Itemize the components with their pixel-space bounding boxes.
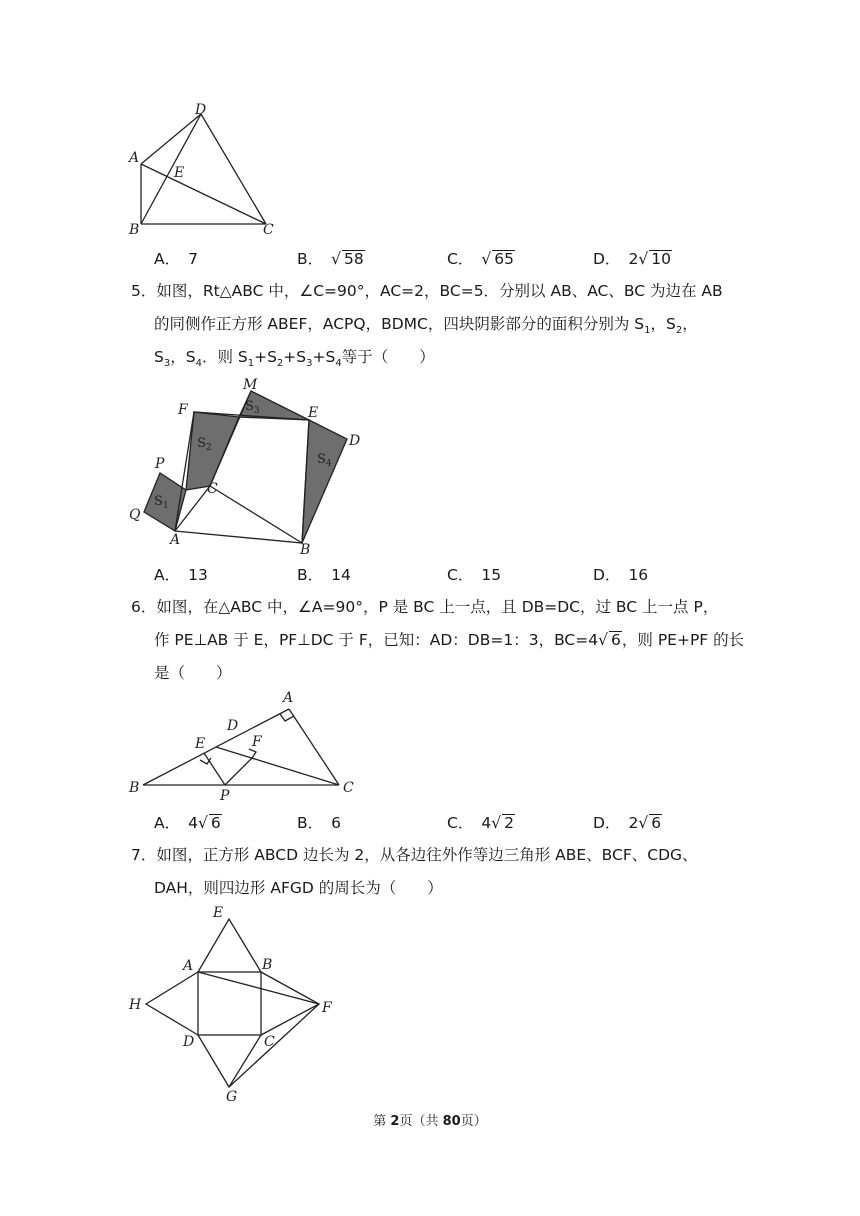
- radical-sign: √: [491, 814, 502, 832]
- option-key: D．: [593, 250, 621, 268]
- option-value: 65: [494, 250, 514, 268]
- q5-label-e: E: [308, 405, 319, 421]
- q6-label-a: A: [283, 690, 294, 706]
- option-coef: 2: [628, 250, 639, 268]
- q5-option-d[interactable]: [593, 563, 648, 585]
- q4-option-b[interactable]: [297, 247, 365, 269]
- q5-s3: S: [154, 348, 164, 366]
- q6-option-d[interactable]: [593, 811, 662, 833]
- option-coef: 4: [481, 814, 492, 832]
- option-key: C．: [447, 814, 474, 832]
- sub-4b: 4: [335, 358, 342, 370]
- q5-label-s4: $S_4$: [317, 452, 332, 469]
- q6-line2: [154, 630, 744, 650]
- q5-label-f: F: [178, 402, 188, 418]
- option-value: 2: [504, 814, 514, 832]
- sub-3b: 3: [306, 358, 313, 370]
- q6-label-c: C: [343, 780, 354, 796]
- q6-label-p: P: [220, 788, 230, 803]
- option-key: D．: [593, 814, 621, 832]
- q5-label-s2: $S_2$: [197, 436, 212, 453]
- sub-2b: 2: [276, 358, 284, 370]
- q5-label-q: Q: [129, 507, 141, 523]
- option-value: 6: [651, 814, 662, 832]
- footer-pre: 第: [373, 1114, 391, 1129]
- q6-figure: [125, 688, 365, 803]
- q4-label-a: A: [129, 150, 140, 166]
- option-value: 6: [210, 814, 221, 832]
- footer-mid: 页（共: [399, 1114, 443, 1129]
- q5-figure: [125, 372, 370, 557]
- option-value: 7: [188, 250, 198, 268]
- page-footer: [0, 1110, 860, 1129]
- q5-label-b: B: [300, 542, 311, 557]
- option-value: 6: [331, 814, 342, 832]
- footer-total-pages: 80: [442, 1114, 461, 1129]
- q6-label-f: F: [252, 734, 262, 750]
- q7-figure: [125, 905, 350, 1105]
- option-value: 10: [651, 250, 671, 268]
- sub-2: 2: [675, 325, 683, 337]
- q5-option-a[interactable]: [154, 563, 208, 585]
- sub-4: 4: [195, 358, 202, 370]
- option-key: B．: [297, 814, 324, 832]
- q5-line2-rest: ，S: [650, 315, 676, 333]
- q5-label-m: M: [243, 377, 258, 393]
- q6-line2-a: 作 PE⊥AB 于 E，PF⊥DC 于 F，已知：AD：DB=1：3，BC=: [154, 631, 589, 649]
- q6-line1: 6．如图，在△ABC 中，∠A=90°，P 是 BC 上一点，且 DB=DC，过 BC 上一点 P，: [131, 598, 719, 616]
- footer-post: 页）: [460, 1114, 487, 1129]
- radical-sign: √: [598, 631, 609, 649]
- option-value: 16: [628, 566, 649, 584]
- option-key: A．: [154, 250, 181, 268]
- q7-label-g: G: [226, 1089, 238, 1105]
- option-key: B．: [297, 566, 324, 584]
- q4-label-b: B: [129, 222, 140, 238]
- radical-sign: √: [197, 814, 208, 832]
- option-key: D．: [593, 566, 621, 584]
- q5-label-d: D: [349, 433, 361, 449]
- q5-option-b[interactable]: [297, 563, 351, 585]
- q4-option-a[interactable]: [154, 247, 198, 269]
- q7-label-h: H: [129, 997, 142, 1013]
- q6-option-c[interactable]: [447, 811, 515, 833]
- q4-option-d[interactable]: [593, 247, 672, 269]
- q7-line2: DAH，则四边形 AFGD 的周长为（ ）: [154, 879, 443, 897]
- q7-line1: 7．如图，正方形 ABCD 边长为 2，从各边往外作等边三角形 ABE、BCF、CDG、: [131, 846, 698, 864]
- option-key: C．: [447, 250, 474, 268]
- q7-label-f: F: [322, 1000, 332, 1016]
- option-coef: 4: [188, 814, 198, 832]
- q6-bc-coef: 4: [588, 631, 599, 649]
- option-key: C．: [447, 566, 474, 584]
- option-key: A．: [154, 566, 181, 584]
- q5-question-tail: 等于（ ）: [341, 348, 435, 366]
- q5-line2: 的同侧作正方形 ABEF，ACPQ，BDMC，四块阴影部分的面积分别为 $S_1$，$S_2$，: [154, 315, 698, 337]
- q5-label-c: C: [207, 481, 218, 497]
- q7-label-d: D: [183, 1034, 195, 1050]
- option-value: 58: [344, 250, 364, 268]
- option-value: 14: [331, 566, 351, 584]
- q5-s4: ，S: [170, 348, 196, 366]
- q7-label-b: B: [262, 957, 273, 973]
- q4-label-c: C: [263, 222, 274, 238]
- radical-sign: √: [638, 250, 649, 268]
- q4-label-e: E: [174, 165, 185, 181]
- radical-sign: √: [481, 250, 492, 268]
- footer-page-number: 2: [390, 1114, 400, 1129]
- q6-label-d: D: [227, 718, 239, 734]
- sub-1: 1: [644, 325, 651, 337]
- q6-label-b: B: [129, 780, 140, 796]
- option-value: 15: [481, 566, 502, 584]
- radical-sign: √: [638, 814, 649, 832]
- sub-3: 3: [163, 358, 171, 370]
- q4-option-c[interactable]: [447, 247, 515, 269]
- option-key: B．: [297, 250, 324, 268]
- q5-sum-prefix: ．则 S: [201, 348, 248, 366]
- option-coef: 2: [628, 814, 639, 832]
- option-value: 13: [188, 566, 208, 584]
- q7-label-a: A: [183, 958, 194, 974]
- option-key: A．: [154, 814, 181, 832]
- q5-label-a: A: [170, 532, 181, 548]
- q6-line3: 是（ ）: [154, 664, 232, 682]
- q6-bc-rad: 6: [611, 631, 621, 649]
- q5-option-c[interactable]: [447, 563, 501, 585]
- q7-label-c: C: [264, 1034, 275, 1050]
- radical-sign: √: [331, 250, 342, 268]
- q5-line2-text: 的同侧作正方形 ABEF，ACPQ，BDMC，四块阴影部分的面积分别为 S: [154, 315, 645, 333]
- q4-figure: [125, 98, 285, 238]
- q7-label-e: E: [213, 905, 224, 921]
- q5-label-s1: $S_1$: [154, 494, 169, 511]
- q4-label-d: D: [195, 102, 207, 118]
- q5-line1: 5．如图，Rt△ABC 中，∠C=90°，AC=2，BC=5．分别以 AB、AC、BC 为边在 AB: [131, 282, 723, 300]
- q6-option-a[interactable]: [154, 811, 222, 833]
- sub-1b: 1: [247, 358, 255, 370]
- q5-label-p: P: [155, 456, 165, 472]
- q5-label-s3: $S_3$: [245, 399, 260, 416]
- q6-label-e: E: [195, 736, 206, 752]
- q6-line2-b: ，则 PE+PF 的长: [621, 631, 745, 649]
- q6-option-b[interactable]: [297, 811, 341, 833]
- q5-line3: $S_3$，$S_4$．则 $S_1+S_2+S_3+S_4$等于（ ）: [154, 348, 435, 370]
